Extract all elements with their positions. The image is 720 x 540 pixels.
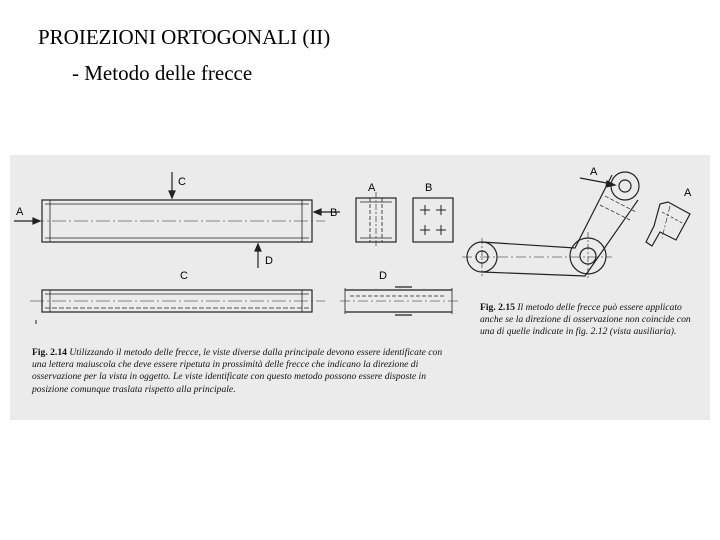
fig214-arrow-d (255, 244, 261, 268)
slide-subtitle: - Metodo delle frecce (72, 61, 253, 85)
fig214-caption (32, 347, 452, 396)
fig214-view-a-label: A (368, 182, 376, 194)
fig214-view-c-label: C (180, 270, 188, 282)
fig214-label-b: B (330, 207, 338, 219)
fig215-view-a (646, 202, 690, 246)
fig214-caption-text: Utilizzando il metodo delle frecce, le viste diverse dalla principale devono essere identificate con una lettera maiuscola che deve essere ripetuta in prossimità delle frecce che indicano la direzione di osservazione per la vista in oggetto. Le viste identificate con questo metodo possono essere disposte in posizione comunque traslata rispetto alla principale. (32, 347, 443, 395)
fig214-label-c: C (178, 176, 186, 188)
fig214-front-view (30, 200, 325, 242)
fig214-arrow-c (169, 172, 175, 198)
fig214-arrow-a (14, 218, 40, 224)
fig215-view-a-label: A (684, 187, 692, 199)
fig215-caption-text: Il metodo delle frecce può essere applicato anche se la direzione di osservazione non coincide con una di quelle indicate in fig. 2.12 (vista ausiliaria). (480, 302, 691, 338)
fig214-view-b-label: B (425, 182, 433, 194)
fig215-caption-label: Fig. 2.15 (480, 302, 515, 313)
fig214-caption-label: Fig. 2.14 (32, 347, 67, 358)
fig214-view-a (356, 192, 396, 248)
fig215-arrow-label-a: A (590, 166, 598, 178)
fig214-view-b (413, 198, 453, 242)
fig214-label-a: A (16, 206, 24, 218)
fig215-lever-drawing (462, 172, 639, 280)
slide-title: PROIEZIONI ORTOGONALI (II) (38, 25, 331, 49)
fig214-view-d (340, 287, 460, 315)
fig214-label-d: D (265, 255, 273, 267)
fig214-view-d-label: D (379, 270, 387, 282)
fig215-caption (480, 302, 700, 339)
fig214-view-c (30, 290, 325, 324)
